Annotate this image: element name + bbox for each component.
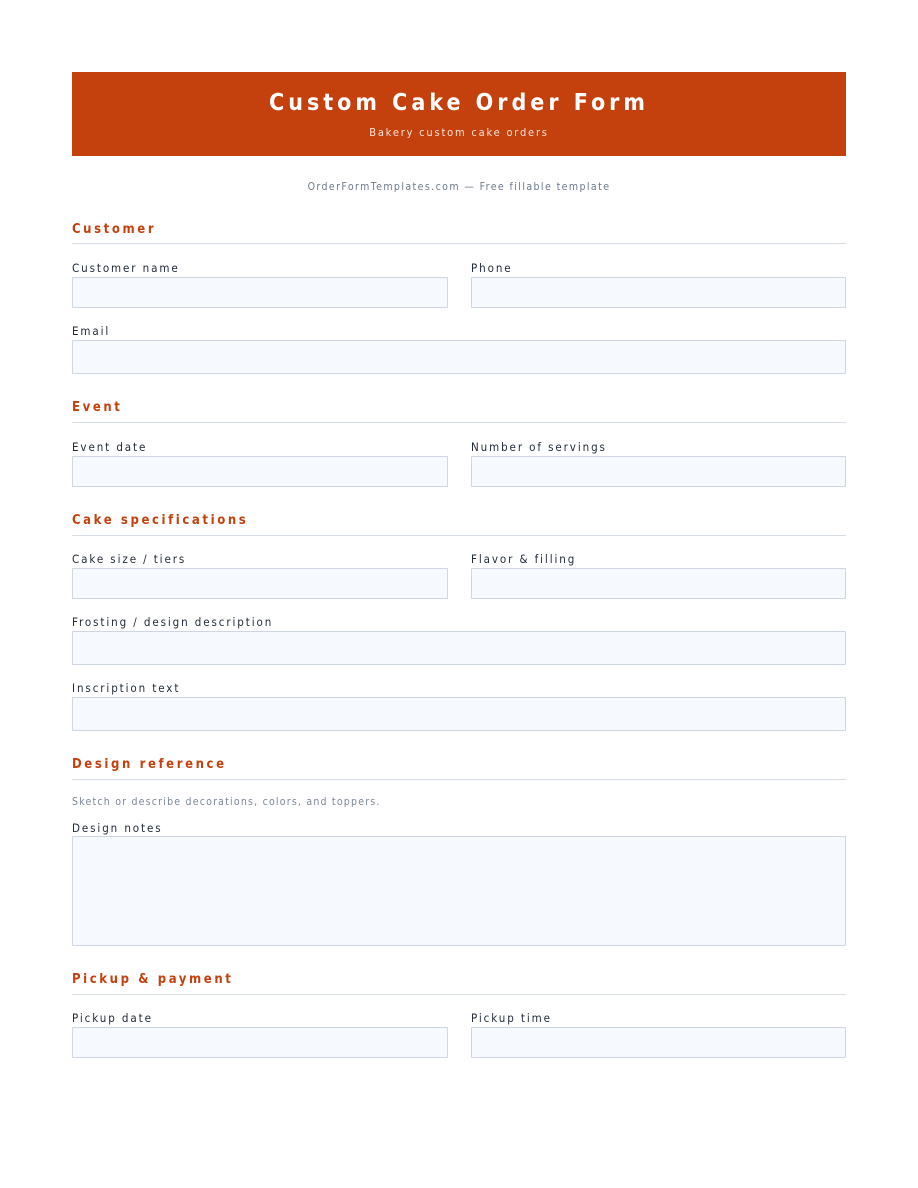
frosting-field[interactable] — [72, 631, 846, 665]
section-title-cake-specs: Cake specifications — [72, 513, 249, 528]
flavor-label: Flavor & filling — [471, 552, 577, 566]
design-notes-label: Design notes — [72, 821, 163, 835]
pickup-time-field[interactable] — [471, 1027, 846, 1058]
event-date-field[interactable] — [72, 456, 448, 487]
section-divider — [72, 243, 846, 244]
cake-size-field[interactable] — [72, 568, 448, 599]
pickup-date-field[interactable] — [72, 1027, 448, 1058]
frosting-label: Frosting / design description — [72, 615, 274, 629]
source-line: OrderFormTemplates.com — Free fillable template — [307, 181, 611, 193]
section-divider — [72, 779, 846, 780]
section-title-design-reference: Design reference — [72, 757, 227, 772]
section-title-customer: Customer — [72, 222, 157, 237]
flavor-field[interactable] — [471, 568, 846, 599]
form-header — [72, 72, 846, 156]
inscription-label: Inscription text — [72, 681, 181, 695]
section-title-event: Event — [72, 400, 123, 415]
section-title-pickup-payment: Pickup & payment — [72, 972, 234, 987]
inscription-field[interactable] — [72, 697, 846, 731]
form-title: Custom Cake Order Form — [269, 90, 649, 116]
form-subtitle: Bakery custom cake orders — [369, 126, 549, 139]
servings-label: Number of servings — [471, 440, 607, 454]
design-hint: Sketch or describe decorations, colors, and toppers. — [72, 796, 381, 808]
cake-size-label: Cake size / tiers — [72, 552, 187, 566]
servings-field[interactable] — [471, 456, 846, 487]
section-divider — [72, 994, 846, 995]
phone-field[interactable] — [471, 277, 846, 308]
customer-name-field[interactable] — [72, 277, 448, 308]
customer-name-label: Customer name — [72, 261, 180, 275]
event-date-label: Event date — [72, 440, 148, 454]
phone-label: Phone — [471, 261, 513, 275]
email-field[interactable] — [72, 340, 846, 374]
section-divider — [72, 422, 846, 423]
email-label: Email — [72, 324, 111, 338]
pickup-time-label: Pickup time — [471, 1011, 552, 1025]
design-notes-textarea[interactable] — [72, 836, 846, 946]
section-divider — [72, 535, 846, 536]
pickup-date-label: Pickup date — [72, 1011, 153, 1025]
